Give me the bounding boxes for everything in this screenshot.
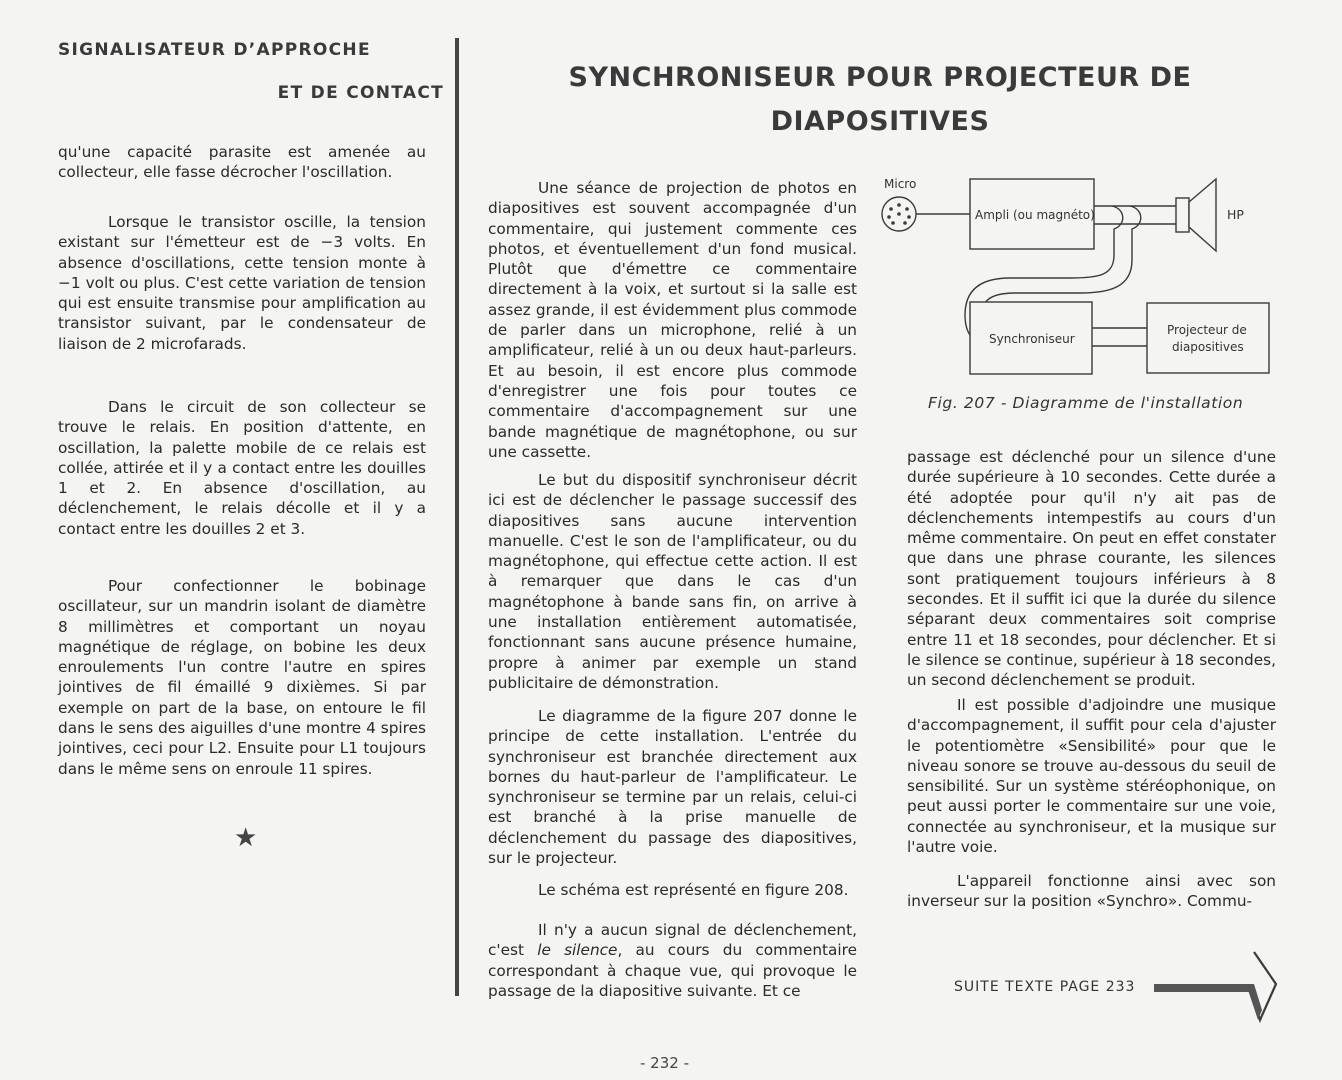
figure-caption: Fig. 207 - Diagramme de l'installation (928, 394, 1244, 412)
left-paragraph-3 (58, 397, 426, 539)
middle-paragraph-2 (488, 470, 857, 693)
middle-paragraph-4 (488, 880, 857, 900)
paragraph-text: Le diagramme de la figure 207 donne le principe de cette installation. L'entrée du synchroniseur est branchée directement aux bornes du haut-parleur de l'amplificateur. Le synchroniseur se termine par un relais, celui-ci est branché à la prise manuelle de déclenchement du passage des diapositives, sur le projecteur. (488, 707, 857, 868)
middle-paragraph-3 (488, 706, 857, 868)
article-title-line1: SYNCHRONISEUR POUR PROJECTEUR DE (568, 62, 1192, 93)
left-paragraph-2 (58, 212, 426, 354)
continuation-link[interactable]: SUITE TEXTE PAGE 233 (954, 979, 1136, 995)
speaker-magnet (1176, 198, 1189, 232)
text-run: , au cours du commentaire correspondant à chaque vue, qui provoque le passage de la diapositive suivante. Et ce (488, 941, 858, 1000)
hp-label: HP (1227, 207, 1244, 222)
left-heading-line1: SIGNALISATEUR D’APPROCHE (58, 40, 371, 60)
synchroniseur-label: Synchroniseur (989, 332, 1075, 346)
right-paragraph-3 (907, 871, 1276, 912)
middle-paragraph-1 (488, 178, 857, 462)
paragraph-text: qu'une capacité parasite est amenée au collecteur, elle fasse décrocher l'oscillation. (58, 143, 426, 182)
column-divider (455, 38, 459, 996)
middle-paragraph-5 (488, 920, 857, 1001)
continuation-arrow-icon (1150, 948, 1280, 1028)
text-run: Il n'y a aucun signal de déclenchement, c'est (488, 921, 857, 960)
paragraph-text: Le schéma est représenté en figure 208. (538, 881, 849, 899)
left-heading-line2: ET DE CONTACT (277, 83, 444, 103)
end-of-article-star-icon: ★ (234, 823, 258, 853)
paragraph-text: passage est déclenché pour un silence d'une durée supérieure à 10 secondes. Cette durée a été adoptée pour qu'il n'y ait pas de déclenchements intempestifs au cours d'un même commentaire. On peut en effet constater que dans une phrase courante, les silences sont pratiquement toujours inférieurs à 8 secondes. Et il suffit ici que la durée du silence séparant deux commentaires soit comprise entre 11 et 18 secondes, pour déclencher. Et si le silence se continue, supérieur à 18 secondes, un second déclenchement se produit. (907, 448, 1276, 690)
installation-diagram (870, 165, 1290, 395)
ampli-label: Ampli (ou magnéto) (975, 208, 1095, 222)
speaker-cone (1189, 179, 1216, 251)
paragraph-text: Dans le circuit de son collecteur se trouve le relais. En position d'attente, en oscillation, la palette mobile de ce relais est collée, attirée et il y a contact entre les douilles 1 et 2. En absence d'oscillation, au déclenchement, le relais décolle et il y a contact entre les douilles 2 et 3. (58, 398, 426, 538)
paragraph-text: Lorsque le transistor oscille, la tension existant sur l'émetteur est de −3 volts. En absence d'oscillations, cette tension monte à −1 volt ou plus. C'est cette variation de tension qui est ensuite transmise pour amplification au transistor suivant, par le condensateur de liaison de 2 microfarads. (58, 213, 426, 353)
right-paragraph-2 (907, 695, 1276, 857)
emphasis-text: le silence (537, 941, 618, 960)
page-number: - 232 - (640, 1054, 689, 1072)
paragraph-text: Le but du dispositif synchroniseur décrit ici est de déclencher le passage successif des diapositives sans aucune intervention manuelle. C'est le son de l'amplificateur, ou du magnétophone, qui effectue cette action. Il est à remarquer que dans le cas d'un magnétophone à bande sans fin, on arrive à une installation entièrement automatisée, fonctionnant sans aucune présence humaine, propre à animer par exemple un stand publicitaire de démonstration. (488, 471, 857, 692)
paragraph-text: L'appareil fonctionne ainsi avec son inverseur sur la position «Synchro». Commu- (907, 872, 1276, 911)
projecteur-label-line2: diapositives (1172, 340, 1244, 354)
paragraph-text: Il est possible d'adjoindre une musique d'accompagnement, il suffit pour cela d'ajuster le potentiomètre «Sensibilité» pour que le niveau sonore se trouve au-dessous du seuil de sensibilité. Sur un système stéréophonique, on peut aussi porter le commentaire sur une voie, connectée au synchroniseur, et la musique sur l'autre voie. (907, 696, 1276, 857)
right-paragraph-1 (907, 447, 1276, 691)
paragraph-text: Pour confectionner le bobinage oscillateur, sur un mandrin isolant de diamètre 8 millimètres et comportant un noyau magnétique de réglage, on bobine les deux enroulements l'un contre l'autre en spires jointives de fil émaillé 9 dixièmes. Si par exemple on part de la base, on entoure le fil dans le sens des aiguilles d'une montre 4 spires jointives, ceci pour L2. Ensuite pour L1 toujours dans le même sens on enroule 11 spires. (58, 577, 426, 778)
projecteur-label-line1: Projecteur de (1167, 323, 1247, 337)
micro-label: Micro (884, 177, 917, 191)
left-paragraph-1 (58, 142, 426, 183)
projecteur-box (1147, 303, 1269, 373)
paragraph-text (488, 920, 857, 1001)
left-paragraph-4 (58, 576, 426, 779)
article-title-line2: DIAPOSITIVES (770, 106, 990, 137)
paragraph-text: Une séance de projection de photos en diapositives est souvent accompagnée d'un commentaire, qui justement commente ces photos, et éventuellement d'un fond musical. Plutôt que d'émettre ce commentaire directement à la voix, et surtout si la salle est assez grande, il est évidemment plus commode de parler dans un microphone, relié à un amplificateur, relié à un ou deux haut-parleurs. Et au besoin, il est encore plus commode d'enregistrer une fois pour toutes ce commentaire d'accompagnement sur une bande magnétique de magnétophone, ou sur une cassette. (488, 179, 857, 461)
